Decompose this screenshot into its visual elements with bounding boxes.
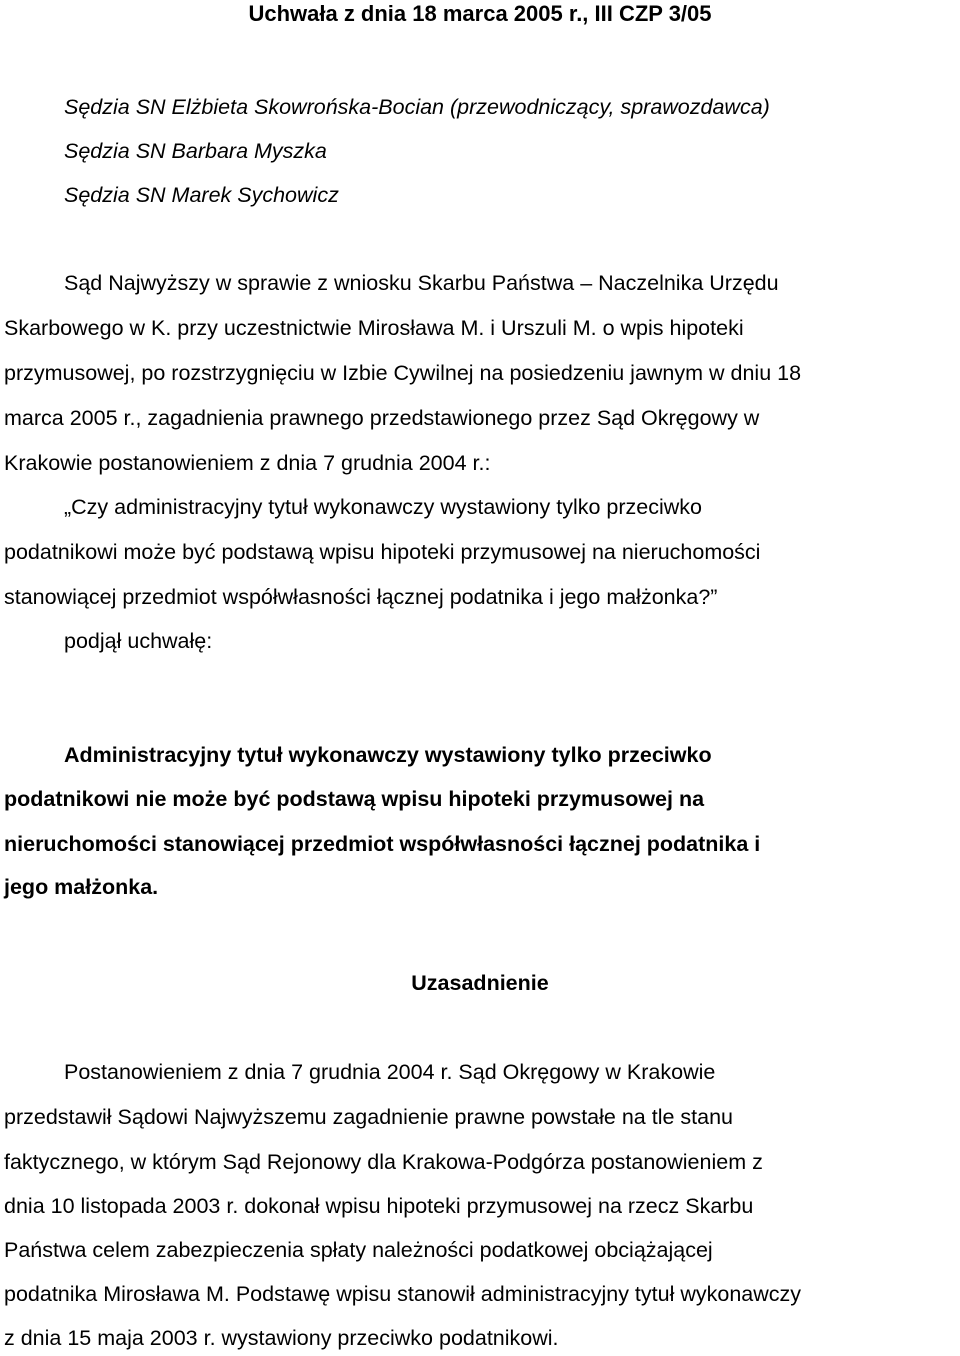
justification-line: z dnia 15 maja 2003 r. wystawiony przeciwko podatnikowi. <box>4 1326 559 1350</box>
question-line: podatnikowi może być podstawą wpisu hipoteki przymusowej na nieruchomości <box>4 540 761 564</box>
resolution-line: podatnikowi nie może być podstawą wpisu hipoteki przymusowej na <box>4 787 705 811</box>
resolution-intro: podjął uchwałę: <box>64 629 213 653</box>
resolution-line: Administracyjny tytuł wykonawczy wystawiony tylko przeciwko <box>64 743 712 767</box>
justification-line: podatnika Mirosława M. Podstawę wpisu stanowił administracyjny tytuł wykonawczy <box>4 1282 802 1306</box>
question-line: „Czy administracyjny tytuł wykonawczy wystawiony tylko przeciwko <box>64 495 703 519</box>
justification-line: faktycznego, w którym Sąd Rejonowy dla Krakowa-Podgórza postanowieniem z <box>4 1150 763 1174</box>
justification-heading: Uzasadnienie <box>411 971 549 995</box>
intro-line: Krakowie postanowieniem z dnia 7 grudnia 2004 r.: <box>4 451 491 475</box>
question-line: stanowiącej przedmiot współwłasności łącznej podatnika i jego małżonka?” <box>4 585 718 609</box>
intro-line: Skarbowego w K. przy uczestnictwie Mirosława M. i Urszuli M. o wpis hipoteki <box>4 316 744 340</box>
resolution-line: nieruchomości stanowiącej przedmiot współwłasności łącznej podatnika i <box>4 832 761 856</box>
intro-line: marca 2005 r., zagadnienia prawnego przedstawionego przez Sąd Okręgowy w <box>4 406 760 430</box>
justification-line: Państwa celem zabezpieczenia spłaty należności podatkowej obciążającej <box>4 1238 713 1262</box>
justification-line: Postanowieniem z dnia 7 grudnia 2004 r. Sąd Okręgowy w Krakowie <box>64 1060 716 1084</box>
justification-line: przedstawił Sądowi Najwyższemu zagadnienie prawne powstałe na tle stanu <box>4 1105 734 1129</box>
judge-presiding: Sędzia SN Elżbieta Skowrońska-Bocian (przewodniczący, sprawozdawca) <box>64 95 770 119</box>
intro-line: przymusowej, po rozstrzygnięciu w Izbie Cywilnej na posiedzeniu jawnym w dniu 18 <box>4 361 802 385</box>
justification-line: dnia 10 listopada 2003 r. dokonał wpisu hipoteki przymusowej na rzecz Skarbu <box>4 1194 754 1218</box>
document-title: Uchwała z dnia 18 marca 2005 r., III CZP 3/05 <box>248 1 712 26</box>
resolution-line: jego małżonka. <box>4 875 159 899</box>
intro-line: Sąd Najwyższy w sprawie z wniosku Skarbu Państwa – Naczelnika Urzędu <box>64 271 779 295</box>
judge-member: Sędzia SN Barbara Myszka <box>64 139 327 163</box>
judge-member: Sędzia SN Marek Sychowicz <box>64 183 339 207</box>
